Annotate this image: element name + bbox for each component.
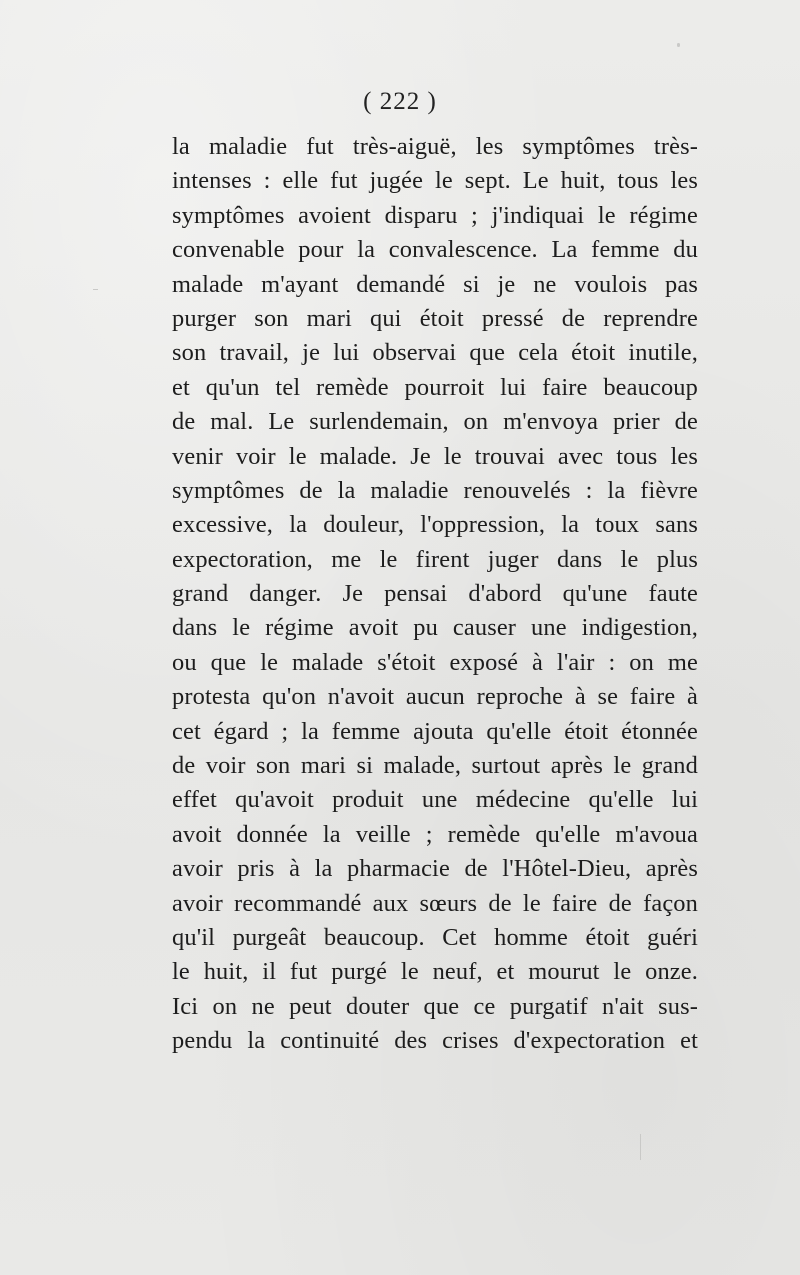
page-number: ( 222 ) <box>363 88 437 115</box>
text-line: qu'il purgeât beaucoup. Cet homme étoit guéri <box>172 923 698 951</box>
text-line: avoit donnée la veille ; remède qu'elle m'avoua <box>172 820 698 848</box>
text-line: convenable pour la convalescence. La femme du <box>172 236 698 264</box>
text-line: symptômes avoient disparu ; j'indiquai le régime <box>172 201 698 229</box>
text-line: de mal. Le surlendemain, on m'envoya prier de <box>172 408 698 436</box>
text-line: avoir recommandé aux sœurs de le faire de façon <box>172 889 698 917</box>
text-line: dans le régime avoit pu causer une indigestion, <box>172 614 698 642</box>
text-line: purger son mari qui étoit pressé de reprendre <box>172 304 698 332</box>
text-line: effet qu'avoit produit une médecine qu'elle lui <box>172 786 698 814</box>
paper-speck <box>640 1134 641 1160</box>
paper-speck <box>677 43 680 47</box>
text-line: grand danger. Je pensai d'abord qu'une faute <box>172 580 698 608</box>
text-line: excessive, la douleur, l'oppression, la toux sans <box>172 511 698 539</box>
text-line: expectoration, me le firent juger dans le plus <box>172 545 698 573</box>
text-line: et qu'un tel remède pourroit lui faire beaucoup <box>172 373 698 401</box>
body-text <box>172 130 698 1059</box>
text-line: intenses : elle fut jugée le sept. Le huit, tous les <box>172 167 698 195</box>
text-line: venir voir le malade. Je le trouvai avec tous les <box>172 442 698 470</box>
text-line: Ici on ne peut douter que ce purgatif n'ait sus- <box>172 992 698 1020</box>
text-line: pendu la continuité des crises d'expectoration et <box>172 1027 698 1055</box>
text-line: malade m'ayant demandé si je ne voulois pas <box>172 270 698 298</box>
text-line: avoir pris à la pharmacie de l'Hôtel-Dieu, après <box>172 855 698 883</box>
text-line: le huit, il fut purgé le neuf, et mourut le onze. <box>172 958 698 986</box>
text-line: de voir son mari si malade, surtout après le grand <box>172 752 698 780</box>
text-line: ou que le malade s'étoit exposé à l'air : on me <box>172 648 698 676</box>
text-line: protesta qu'on n'avoit aucun reproche à se faire à <box>172 683 698 711</box>
text-line: symptômes de la maladie renouvelés : la fièvre <box>172 476 698 504</box>
text-line: la maladie fut très-aiguë, les symptômes très- <box>172 133 698 160</box>
paper-speck <box>93 289 98 290</box>
text-line: son travail, je lui observai que cela étoit inutile, <box>172 339 698 367</box>
text-line: cet égard ; la femme ajouta qu'elle étoit étonnée <box>172 717 698 745</box>
